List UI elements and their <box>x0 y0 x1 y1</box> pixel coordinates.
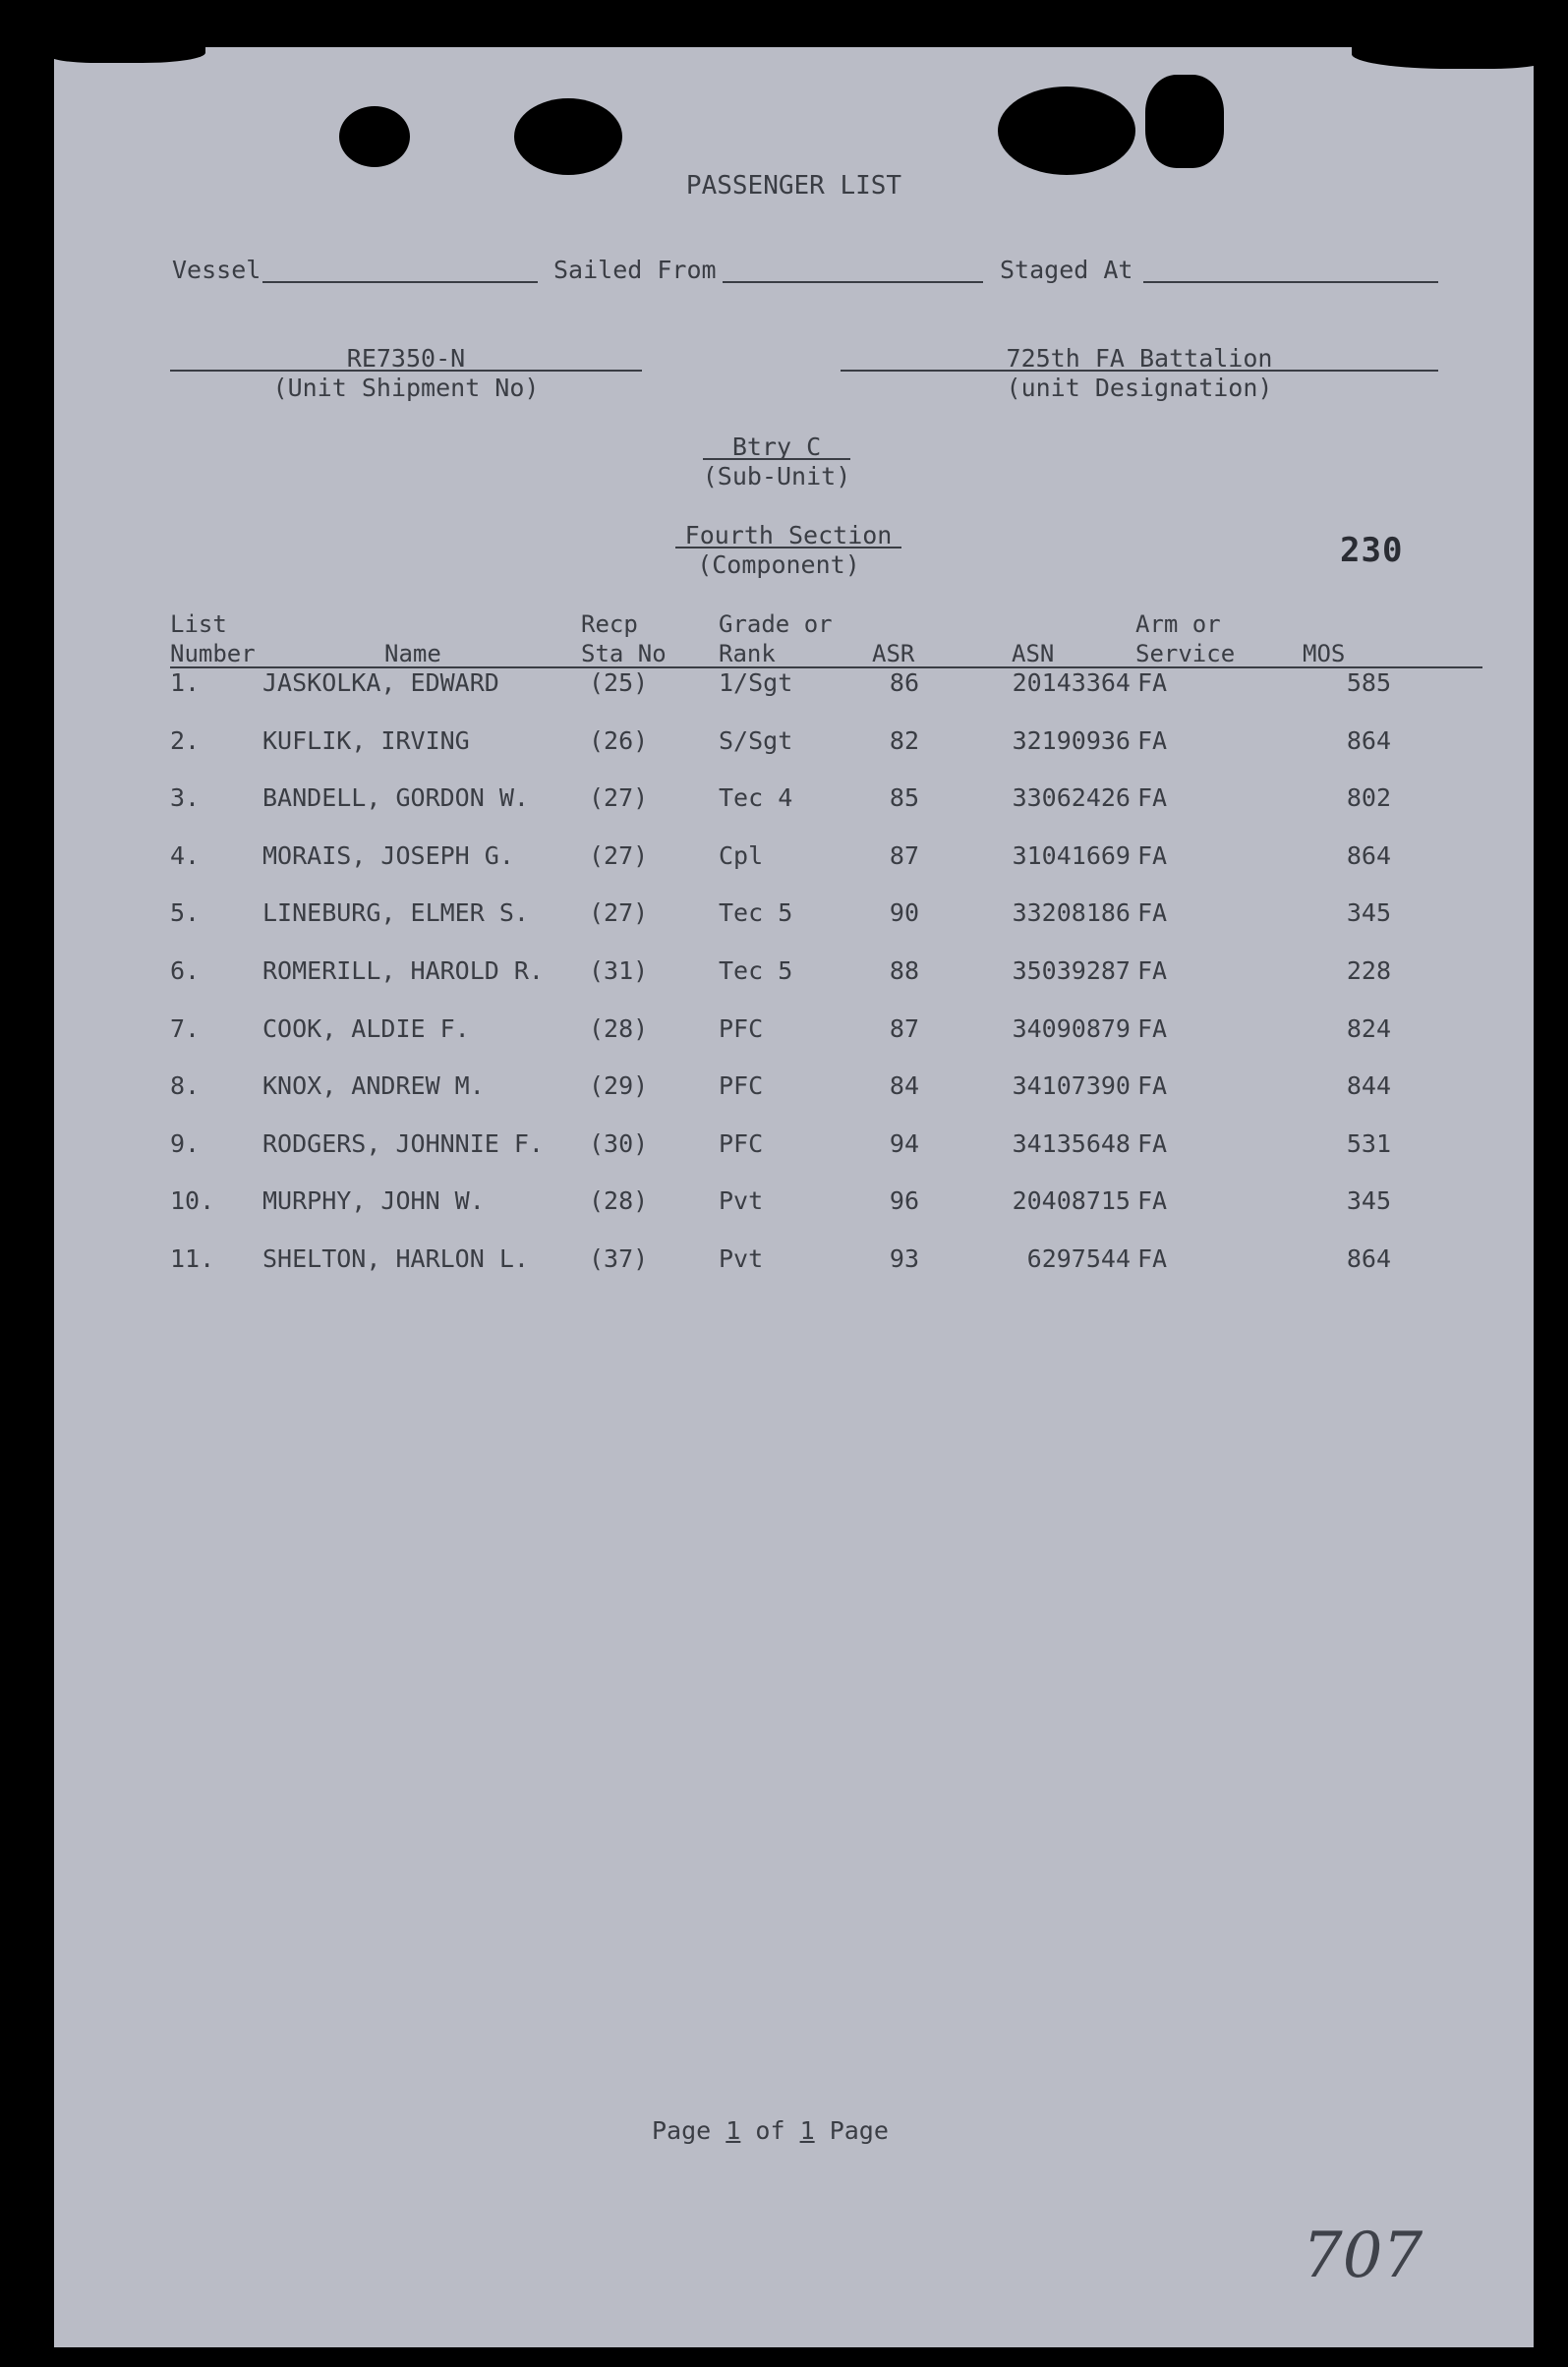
cell-grade-or-rank: Tec 4 <box>719 783 793 813</box>
handwritten-number: 707 <box>1303 2220 1423 2292</box>
cell-asr: 93 <box>889 1244 919 1273</box>
cell-asr: 86 <box>889 668 919 697</box>
cell-mos: 864 <box>1346 1244 1391 1273</box>
cell-recp-sta-no: (27) <box>589 783 649 813</box>
document-page <box>54 47 1534 2347</box>
cell-arm-or-service: FA <box>1137 898 1168 928</box>
cell-recp-sta-no: (26) <box>589 725 649 755</box>
cell-asn: 20408715 <box>1012 1186 1131 1216</box>
cell-asn: 33062426 <box>1012 783 1131 813</box>
torn-edge-right <box>1352 39 1548 69</box>
sub-unit-value: Btry C <box>731 433 822 461</box>
cell-list-number: 10. <box>170 1186 215 1216</box>
cell-recp-sta-no: (31) <box>589 956 649 985</box>
cell-arm-or-service: FA <box>1137 1013 1168 1043</box>
cell-recp-sta-no: (28) <box>589 1013 649 1043</box>
cell-grade-or-rank: Tec 5 <box>719 898 793 928</box>
cell-list-number: 11. <box>170 1244 215 1273</box>
cell-name: ROMERILL, HAROLD R. <box>262 956 544 985</box>
cell-name: BANDELL, GORDON W. <box>262 783 529 813</box>
cell-name: JASKOLKA, EDWARD <box>262 668 499 697</box>
cell-recp-sta-no: (25) <box>589 668 649 697</box>
col-header-arm-or-service: Arm or Service <box>1135 610 1236 667</box>
vessel-blank <box>262 281 538 283</box>
col-header-name: Name <box>384 640 441 667</box>
cell-asn: 6297544 <box>1026 1244 1131 1273</box>
cell-grade-or-rank: Cpl <box>719 840 764 870</box>
cell-mos: 802 <box>1346 783 1391 813</box>
vessel-label: Vessel <box>172 256 261 284</box>
cell-grade-or-rank: Pvt <box>719 1186 764 1216</box>
cell-name: KNOX, ANDREW M. <box>262 1071 485 1101</box>
cell-grade-or-rank: Tec 5 <box>719 956 793 985</box>
cell-asr: 87 <box>889 1013 919 1043</box>
cell-list-number: 8. <box>170 1071 201 1101</box>
cell-asr: 87 <box>889 840 919 870</box>
col-header-asr: ASR <box>872 640 915 667</box>
col-header-mos: MOS <box>1303 640 1346 667</box>
cell-mos: 864 <box>1346 725 1391 755</box>
cell-asr: 84 <box>889 1071 919 1101</box>
staged-at-label: Staged At <box>1000 256 1133 284</box>
cell-mos: 531 <box>1346 1128 1391 1158</box>
punch-hole-left <box>339 106 410 167</box>
cell-asr: 90 <box>889 898 919 928</box>
cell-recp-sta-no: (29) <box>589 1071 649 1101</box>
unit-designation-value: 725th FA Battalion <box>1006 344 1273 373</box>
cell-recp-sta-no: (27) <box>589 840 649 870</box>
cell-arm-or-service: FA <box>1137 725 1168 755</box>
cell-list-number: 9. <box>170 1128 201 1158</box>
unit-designation-line <box>841 370 1438 372</box>
component-caption: (Component) <box>697 550 860 579</box>
cell-list-number: 4. <box>170 840 201 870</box>
cell-mos: 585 <box>1346 668 1391 697</box>
unit-shipment-line <box>170 370 642 372</box>
cell-mos: 864 <box>1346 840 1391 870</box>
col-header-asn: ASN <box>1012 640 1055 667</box>
component-value: Fourth Section <box>684 521 893 549</box>
sub-unit-caption: (Sub-Unit) <box>702 462 851 491</box>
current-page: 1 <box>726 2116 741 2145</box>
cell-list-number: 5. <box>170 898 201 928</box>
sailed-from-blank <box>723 281 983 283</box>
cell-mos: 345 <box>1346 1186 1391 1216</box>
cell-asn: 34135648 <box>1012 1128 1131 1158</box>
cell-recp-sta-no: (37) <box>589 1244 649 1273</box>
cell-asr: 96 <box>889 1186 919 1216</box>
cell-name: MURPHY, JOHN W. <box>262 1186 485 1216</box>
cell-arm-or-service: FA <box>1137 1071 1168 1101</box>
staged-at-blank <box>1143 281 1438 283</box>
torn-edge-left <box>48 37 205 63</box>
cell-asn: 35039287 <box>1012 956 1131 985</box>
cell-asn: 31041669 <box>1012 840 1131 870</box>
cell-arm-or-service: FA <box>1137 783 1168 813</box>
stamped-page-number: 230 <box>1340 531 1404 570</box>
total-pages: 1 <box>799 2116 815 2145</box>
cell-grade-or-rank: PFC <box>719 1071 764 1101</box>
punch-hole-right <box>998 87 1135 175</box>
cell-arm-or-service: FA <box>1137 1128 1168 1158</box>
cell-list-number: 1. <box>170 668 201 697</box>
cell-grade-or-rank: 1/Sgt <box>719 668 793 697</box>
cell-arm-or-service: FA <box>1137 668 1168 697</box>
cell-list-number: 6. <box>170 956 201 985</box>
cell-arm-or-service: FA <box>1137 840 1168 870</box>
cell-grade-or-rank: S/Sgt <box>719 725 793 755</box>
cell-name: LINEBURG, ELMER S. <box>262 898 529 928</box>
cell-arm-or-service: FA <box>1137 956 1168 985</box>
cell-recp-sta-no: (27) <box>589 898 649 928</box>
cell-mos: 228 <box>1346 956 1391 985</box>
col-header-grade-or-rank: Grade or Rank <box>719 610 833 667</box>
cell-mos: 824 <box>1346 1013 1391 1043</box>
cell-asn: 34090879 <box>1012 1013 1131 1043</box>
punch-hole-center <box>514 98 622 175</box>
cell-arm-or-service: FA <box>1137 1186 1168 1216</box>
component-line <box>675 547 901 548</box>
cell-list-number: 3. <box>170 783 201 813</box>
unit-shipment-caption: (Unit Shipment No) <box>272 374 540 402</box>
cell-asr: 88 <box>889 956 919 985</box>
cell-grade-or-rank: PFC <box>719 1013 764 1043</box>
cell-mos: 844 <box>1346 1071 1391 1101</box>
cell-asn: 33208186 <box>1012 898 1131 928</box>
cell-asr: 82 <box>889 725 919 755</box>
cell-name: RODGERS, JOHNNIE F. <box>262 1128 544 1158</box>
unit-shipment-value: RE7350-N <box>346 344 466 373</box>
col-header-list-number: List Number <box>170 610 256 667</box>
sub-unit-line <box>703 458 850 460</box>
cell-asn: 20143364 <box>1012 668 1131 697</box>
cell-list-number: 2. <box>170 725 201 755</box>
cell-asr: 94 <box>889 1128 919 1158</box>
cell-asn: 34107390 <box>1012 1071 1131 1101</box>
cell-name: MORAIS, JOSEPH G. <box>262 840 514 870</box>
cell-name: SHELTON, HARLON L. <box>262 1244 529 1273</box>
cell-recp-sta-no: (28) <box>589 1186 649 1216</box>
sailed-from-label: Sailed From <box>553 256 717 284</box>
page-title: PASSENGER LIST <box>685 171 902 201</box>
page-footer: Page 1 of 1 Page <box>652 2116 889 2145</box>
cell-name: KUFLIK, IRVING <box>262 725 470 755</box>
cell-asn: 32190936 <box>1012 725 1131 755</box>
cell-list-number: 7. <box>170 1013 201 1043</box>
cell-arm-or-service: FA <box>1137 1244 1168 1273</box>
cell-name: COOK, ALDIE F. <box>262 1013 470 1043</box>
cell-grade-or-rank: PFC <box>719 1128 764 1158</box>
cell-mos: 345 <box>1346 898 1391 928</box>
cell-asr: 85 <box>889 783 919 813</box>
cell-grade-or-rank: Pvt <box>719 1244 764 1273</box>
cell-recp-sta-no: (30) <box>589 1128 649 1158</box>
col-header-recp-sta-no: Recp Sta No <box>581 610 667 667</box>
unit-designation-caption: (unit Designation) <box>1006 374 1273 402</box>
punch-hole-far-right <box>1145 75 1224 168</box>
